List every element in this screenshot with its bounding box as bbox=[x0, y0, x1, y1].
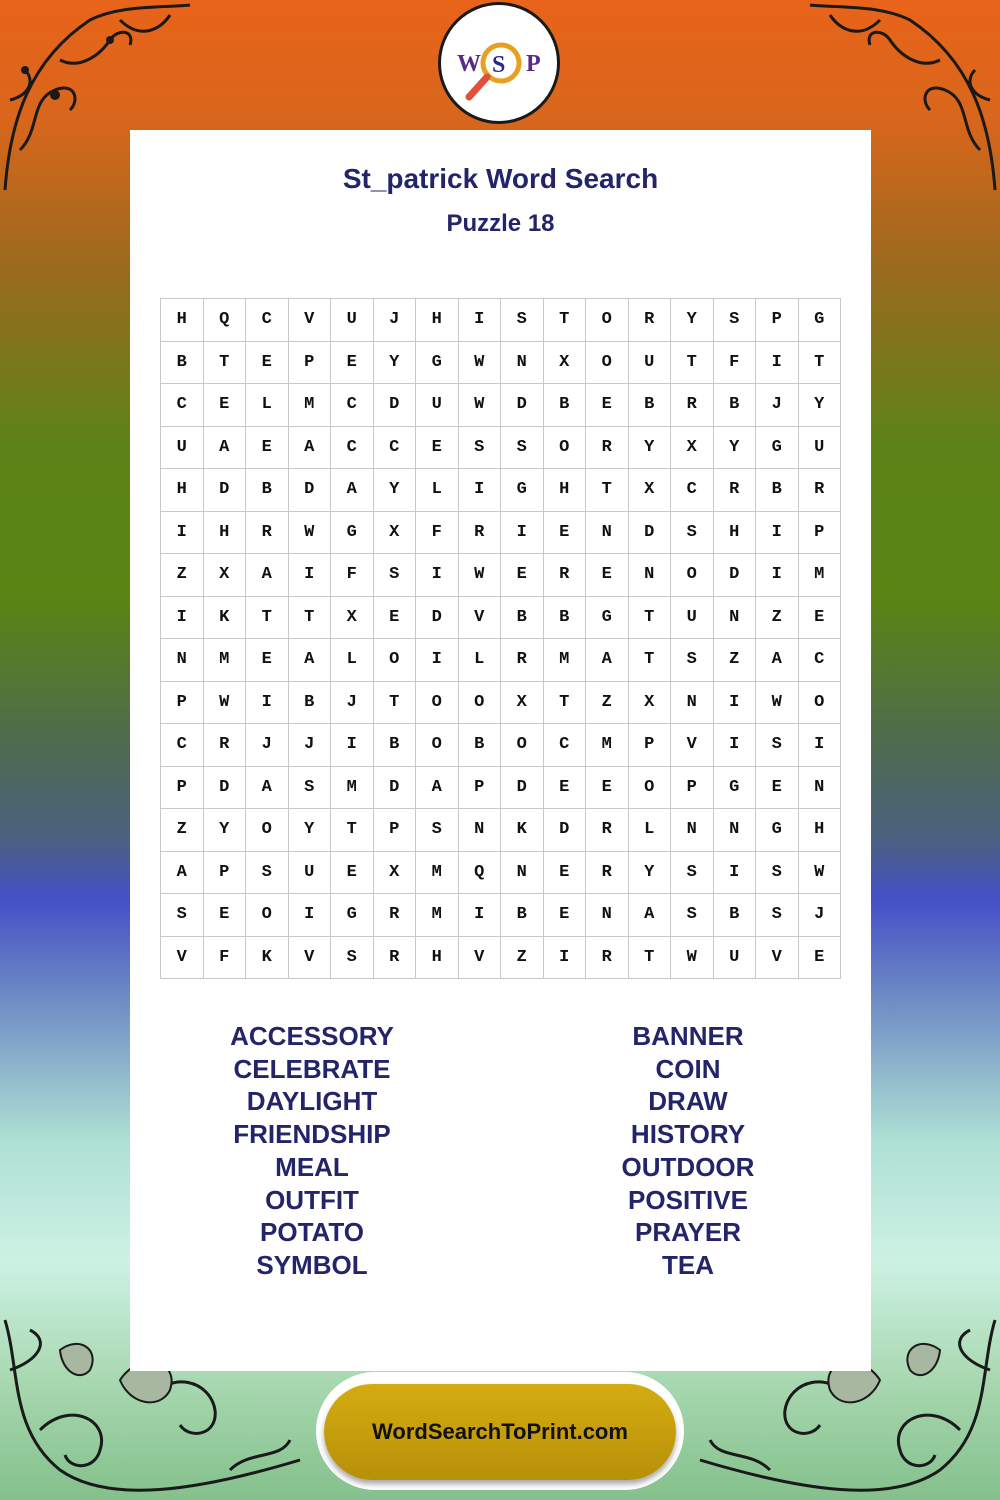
grid-cell[interactable]: S bbox=[374, 554, 417, 597]
grid-cell[interactable]: P bbox=[799, 512, 842, 555]
grid-cell[interactable]: G bbox=[331, 512, 374, 555]
grid-cell[interactable]: Q bbox=[204, 299, 247, 342]
grid-cell[interactable]: R bbox=[586, 427, 629, 470]
grid-cell[interactable]: I bbox=[756, 554, 799, 597]
word-list-item: SYMBOL bbox=[256, 1249, 368, 1280]
grid-cell[interactable]: Y bbox=[629, 852, 672, 895]
grid-cell[interactable]: T bbox=[629, 937, 672, 980]
grid-cell[interactable]: Z bbox=[714, 639, 757, 682]
grid-cell[interactable]: R bbox=[501, 639, 544, 682]
site-logo[interactable] bbox=[438, 2, 560, 124]
grid-cell[interactable]: I bbox=[544, 937, 587, 980]
grid-cell[interactable]: E bbox=[501, 554, 544, 597]
grid-cell[interactable]: C bbox=[331, 384, 374, 427]
grid-cell[interactable]: I bbox=[161, 597, 204, 640]
grid-cell[interactable]: R bbox=[459, 512, 502, 555]
grid-cell[interactable]: B bbox=[544, 597, 587, 640]
grid-cell[interactable]: B bbox=[544, 384, 587, 427]
word-list-item: COIN bbox=[655, 1053, 721, 1084]
grid-cell[interactable]: E bbox=[799, 937, 842, 980]
grid-cell[interactable]: J bbox=[331, 682, 374, 725]
grid-cell[interactable]: O bbox=[586, 299, 629, 342]
grid-cell[interactable]: J bbox=[799, 894, 842, 937]
grid-cell[interactable]: W bbox=[756, 682, 799, 725]
grid-cell[interactable]: I bbox=[714, 852, 757, 895]
grid-cell[interactable]: H bbox=[416, 299, 459, 342]
grid-cell[interactable]: D bbox=[501, 767, 544, 810]
grid-cell[interactable]: N bbox=[586, 512, 629, 555]
grid-cell[interactable]: X bbox=[374, 512, 417, 555]
grid-cell[interactable]: E bbox=[586, 554, 629, 597]
grid-cell[interactable]: M bbox=[289, 384, 332, 427]
grid-cell[interactable]: H bbox=[161, 299, 204, 342]
grid-cell[interactable]: C bbox=[161, 724, 204, 767]
word-list-item: ACCESSORY bbox=[230, 1021, 394, 1051]
word-list-item: MEAL bbox=[275, 1151, 349, 1182]
grid-cell[interactable]: B bbox=[501, 894, 544, 937]
grid-cell[interactable]: Z bbox=[501, 937, 544, 980]
grid-cell[interactable]: M bbox=[544, 639, 587, 682]
page-title: St_patrick Word Search bbox=[342, 163, 659, 194]
grid-cell[interactable]: R bbox=[671, 384, 714, 427]
grid-cell[interactable]: U bbox=[161, 427, 204, 470]
grid-cell[interactable]: F bbox=[331, 554, 374, 597]
grid-cell[interactable]: S bbox=[714, 299, 757, 342]
grid-cell[interactable]: V bbox=[756, 937, 799, 980]
grid-cell[interactable]: C bbox=[246, 299, 289, 342]
website-link-button[interactable]: WordSearchToPrint.com bbox=[324, 1384, 676, 1480]
grid-cell[interactable]: Y bbox=[799, 384, 842, 427]
grid-cell[interactable]: P bbox=[289, 342, 332, 385]
grid-cell[interactable]: D bbox=[374, 384, 417, 427]
grid-cell[interactable]: T bbox=[799, 342, 842, 385]
grid-cell[interactable]: G bbox=[756, 809, 799, 852]
grid-cell[interactable]: H bbox=[161, 469, 204, 512]
grid-cell[interactable]: B bbox=[161, 342, 204, 385]
grid-cell[interactable]: A bbox=[331, 469, 374, 512]
grid-cell[interactable]: N bbox=[714, 597, 757, 640]
grid-cell[interactable]: R bbox=[586, 852, 629, 895]
grid-cell[interactable]: Y bbox=[374, 342, 417, 385]
grid-cell[interactable]: B bbox=[714, 384, 757, 427]
grid-cell[interactable]: W bbox=[459, 384, 502, 427]
grid-cell[interactable]: S bbox=[416, 809, 459, 852]
grid-cell[interactable]: A bbox=[289, 639, 332, 682]
grid-cell[interactable]: U bbox=[799, 427, 842, 470]
grid-cell[interactable]: R bbox=[629, 299, 672, 342]
grid-cell[interactable]: I bbox=[416, 639, 459, 682]
word-list-item: BANNER bbox=[632, 1021, 744, 1051]
grid-cell[interactable]: V bbox=[459, 937, 502, 980]
grid-cell[interactable]: E bbox=[586, 384, 629, 427]
grid-cell[interactable]: Y bbox=[714, 427, 757, 470]
grid-cell[interactable]: E bbox=[544, 852, 587, 895]
grid-cell[interactable]: E bbox=[416, 427, 459, 470]
grid-cell[interactable]: A bbox=[586, 639, 629, 682]
grid-cell[interactable]: I bbox=[416, 554, 459, 597]
grid-cell[interactable]: H bbox=[544, 469, 587, 512]
grid-cell[interactable]: D bbox=[629, 512, 672, 555]
word-list-item: TEA bbox=[662, 1249, 714, 1280]
logo-letter-s: S bbox=[492, 52, 506, 78]
grid-cell[interactable]: F bbox=[714, 342, 757, 385]
grid-cell[interactable]: E bbox=[204, 384, 247, 427]
grid-cell[interactable]: V bbox=[459, 597, 502, 640]
grid-cell[interactable]: Y bbox=[671, 299, 714, 342]
grid-cell[interactable]: P bbox=[629, 724, 672, 767]
grid-cell[interactable]: N bbox=[799, 767, 842, 810]
grid-cell[interactable]: V bbox=[289, 299, 332, 342]
grid-cell[interactable]: T bbox=[671, 342, 714, 385]
word-list-item: DAYLIGHT bbox=[246, 1086, 378, 1117]
grid-cell[interactable]: D bbox=[501, 384, 544, 427]
grid-cell[interactable]: N bbox=[501, 852, 544, 895]
grid-cell[interactable]: N bbox=[629, 554, 672, 597]
grid-cell[interactable]: S bbox=[671, 852, 714, 895]
grid-cell[interactable]: G bbox=[756, 427, 799, 470]
grid-cell[interactable]: B bbox=[246, 469, 289, 512]
grid-cell[interactable]: U bbox=[416, 384, 459, 427]
grid-cell[interactable]: G bbox=[501, 469, 544, 512]
grid-cell[interactable]: S bbox=[289, 767, 332, 810]
grid-cell[interactable]: P bbox=[204, 852, 247, 895]
grid-cell[interactable]: S bbox=[671, 894, 714, 937]
grid-cell[interactable]: I bbox=[289, 894, 332, 937]
grid-cell[interactable]: O bbox=[671, 554, 714, 597]
grid-cell[interactable]: W bbox=[459, 342, 502, 385]
grid-cell[interactable]: I bbox=[459, 299, 502, 342]
grid-cell[interactable]: M bbox=[204, 639, 247, 682]
word-list-item: DRAW bbox=[648, 1086, 728, 1117]
grid-cell[interactable]: U bbox=[331, 299, 374, 342]
grid-cell[interactable]: E bbox=[246, 342, 289, 385]
grid-cell[interactable]: U bbox=[289, 852, 332, 895]
word-list-right bbox=[588, 1020, 788, 1282]
grid-cell[interactable]: N bbox=[714, 809, 757, 852]
grid-cell[interactable]: J bbox=[756, 384, 799, 427]
grid-cell[interactable]: X bbox=[501, 682, 544, 725]
grid-cell[interactable]: S bbox=[756, 894, 799, 937]
word-list-item: PRAYER bbox=[635, 1217, 741, 1248]
puzzle-number: Puzzle 18 bbox=[446, 210, 555, 237]
grid-cell[interactable]: Q bbox=[459, 852, 502, 895]
word-list-left bbox=[212, 1020, 412, 1282]
grid-cell[interactable]: I bbox=[161, 512, 204, 555]
grid-cell[interactable]: B bbox=[714, 894, 757, 937]
grid-cell[interactable]: X bbox=[331, 597, 374, 640]
grid-cell[interactable]: X bbox=[629, 469, 672, 512]
word-list-item: POTATO bbox=[260, 1217, 364, 1248]
grid-cell[interactable]: O bbox=[416, 724, 459, 767]
grid-cell[interactable]: E bbox=[544, 767, 587, 810]
grid-cell[interactable]: R bbox=[374, 894, 417, 937]
magnifier-icon bbox=[441, 5, 557, 121]
grid-cell[interactable]: F bbox=[204, 937, 247, 980]
grid-cell[interactable]: R bbox=[374, 937, 417, 980]
grid-cell[interactable]: S bbox=[501, 427, 544, 470]
grid-cell[interactable]: X bbox=[629, 682, 672, 725]
grid-cell[interactable]: V bbox=[671, 724, 714, 767]
grid-cell[interactable]: K bbox=[501, 809, 544, 852]
word-list-item: POSITIVE bbox=[628, 1184, 748, 1215]
grid-cell[interactable]: E bbox=[204, 894, 247, 937]
grid-cell[interactable]: V bbox=[161, 937, 204, 980]
grid-cell[interactable]: P bbox=[671, 767, 714, 810]
logo-letter-p: P bbox=[526, 51, 541, 77]
grid-cell[interactable]: S bbox=[161, 894, 204, 937]
grid-cell[interactable]: T bbox=[246, 597, 289, 640]
grid-cell[interactable]: G bbox=[416, 342, 459, 385]
grid-cell[interactable]: B bbox=[756, 469, 799, 512]
grid-cell[interactable]: B bbox=[459, 724, 502, 767]
grid-cell[interactable]: E bbox=[374, 597, 417, 640]
grid-cell[interactable]: W bbox=[799, 852, 842, 895]
grid-cell[interactable]: Z bbox=[586, 682, 629, 725]
grid-cell[interactable]: X bbox=[544, 342, 587, 385]
grid-cell[interactable]: L bbox=[246, 384, 289, 427]
grid-cell[interactable]: D bbox=[416, 597, 459, 640]
grid-cell[interactable]: D bbox=[714, 554, 757, 597]
grid-cell[interactable]: A bbox=[416, 767, 459, 810]
grid-cell[interactable]: D bbox=[374, 767, 417, 810]
grid-cell[interactable]: T bbox=[289, 597, 332, 640]
grid-cell[interactable]: S bbox=[756, 852, 799, 895]
grid-cell[interactable]: E bbox=[586, 767, 629, 810]
grid-cell[interactable]: A bbox=[629, 894, 672, 937]
grid-cell[interactable]: V bbox=[289, 937, 332, 980]
grid-cell[interactable]: M bbox=[331, 767, 374, 810]
grid-cell[interactable]: E bbox=[544, 512, 587, 555]
grid-cell[interactable]: S bbox=[246, 852, 289, 895]
grid-cell[interactable]: S bbox=[756, 724, 799, 767]
grid-cell[interactable]: S bbox=[331, 937, 374, 980]
word-list-item: HISTORY bbox=[630, 1119, 746, 1150]
grid-cell[interactable]: B bbox=[501, 597, 544, 640]
grid-cell[interactable]: J bbox=[289, 724, 332, 767]
grid-cell[interactable]: L bbox=[416, 469, 459, 512]
grid-cell[interactable]: C bbox=[544, 724, 587, 767]
grid-cell[interactable]: R bbox=[586, 937, 629, 980]
grid-cell[interactable]: N bbox=[671, 809, 714, 852]
grid-cell[interactable]: T bbox=[331, 809, 374, 852]
grid-cell[interactable]: S bbox=[671, 512, 714, 555]
grid-cell[interactable]: M bbox=[416, 894, 459, 937]
grid-cell[interactable]: E bbox=[799, 597, 842, 640]
grid-cell[interactable]: C bbox=[331, 427, 374, 470]
grid-cell[interactable]: R bbox=[204, 724, 247, 767]
grid-cell[interactable]: S bbox=[671, 639, 714, 682]
grid-cell[interactable]: Y bbox=[204, 809, 247, 852]
logo-letter-w: W bbox=[457, 51, 481, 77]
grid-cell[interactable]: H bbox=[416, 937, 459, 980]
grid-cell[interactable]: P bbox=[161, 767, 204, 810]
grid-cell[interactable]: P bbox=[459, 767, 502, 810]
grid-cell[interactable]: I bbox=[714, 724, 757, 767]
grid-cell[interactable]: U bbox=[714, 937, 757, 980]
grid-cell[interactable]: M bbox=[586, 724, 629, 767]
grid-cell[interactable]: O bbox=[416, 682, 459, 725]
grid-cell[interactable]: H bbox=[204, 512, 247, 555]
grid-cell[interactable]: T bbox=[586, 469, 629, 512]
grid-cell[interactable]: N bbox=[161, 639, 204, 682]
grid-cell[interactable]: Z bbox=[161, 809, 204, 852]
grid-cell[interactable]: G bbox=[331, 894, 374, 937]
grid-cell[interactable]: U bbox=[671, 597, 714, 640]
grid-cell[interactable]: Y bbox=[629, 427, 672, 470]
grid-cell[interactable]: M bbox=[416, 852, 459, 895]
grid-cell[interactable]: T bbox=[544, 682, 587, 725]
grid-cell[interactable]: I bbox=[501, 512, 544, 555]
grid-cell[interactable]: O bbox=[799, 682, 842, 725]
word-list-item: OUTDOOR bbox=[621, 1151, 755, 1182]
grid-cell[interactable]: I bbox=[714, 682, 757, 725]
grid-cell[interactable]: W bbox=[671, 937, 714, 980]
grid-cell[interactable]: E bbox=[544, 894, 587, 937]
grid-cell[interactable]: D bbox=[289, 469, 332, 512]
grid-cell[interactable]: D bbox=[204, 767, 247, 810]
grid-cell[interactable]: R bbox=[799, 469, 842, 512]
grid-cell[interactable]: L bbox=[459, 639, 502, 682]
grid-cell[interactable]: C bbox=[161, 384, 204, 427]
grid-cell[interactable]: W bbox=[204, 682, 247, 725]
grid-cell[interactable]: Z bbox=[161, 554, 204, 597]
word-list-item: FRIENDSHIP bbox=[233, 1119, 391, 1150]
grid-cell[interactable]: W bbox=[459, 554, 502, 597]
grid-cell[interactable]: A bbox=[204, 427, 247, 470]
grid-cell[interactable]: I bbox=[459, 469, 502, 512]
grid-cell[interactable]: X bbox=[374, 852, 417, 895]
grid-cell[interactable]: A bbox=[289, 427, 332, 470]
word-list-item: CELEBRATE bbox=[233, 1053, 391, 1084]
grid-cell[interactable]: A bbox=[161, 852, 204, 895]
grid-cell[interactable]: M bbox=[799, 554, 842, 597]
grid-cell[interactable]: I bbox=[799, 724, 842, 767]
grid-cell[interactable]: Y bbox=[374, 469, 417, 512]
grid-cell[interactable]: B bbox=[629, 384, 672, 427]
grid-cell[interactable]: E bbox=[756, 767, 799, 810]
grid-cell[interactable]: J bbox=[374, 299, 417, 342]
grid-cell[interactable]: T bbox=[204, 342, 247, 385]
grid-cell[interactable]: I bbox=[246, 682, 289, 725]
grid-cell[interactable]: H bbox=[799, 809, 842, 852]
grid-cell[interactable]: O bbox=[544, 427, 587, 470]
grid-cell[interactable]: U bbox=[629, 342, 672, 385]
grid-cell[interactable]: O bbox=[459, 682, 502, 725]
grid-cell[interactable]: I bbox=[331, 724, 374, 767]
grid-cell[interactable]: L bbox=[629, 809, 672, 852]
grid-cell[interactable]: X bbox=[671, 427, 714, 470]
grid-cell[interactable]: E bbox=[246, 639, 289, 682]
grid-cell[interactable]: A bbox=[246, 767, 289, 810]
grid-cell[interactable]: P bbox=[374, 809, 417, 852]
grid-cell[interactable]: E bbox=[246, 427, 289, 470]
grid-cell[interactable]: Y bbox=[289, 809, 332, 852]
grid-cell[interactable]: H bbox=[714, 512, 757, 555]
grid-cell[interactable]: R bbox=[586, 809, 629, 852]
grid-cell[interactable]: O bbox=[501, 724, 544, 767]
grid-cell[interactable]: O bbox=[629, 767, 672, 810]
grid-cell[interactable]: W bbox=[289, 512, 332, 555]
grid-cell[interactable]: N bbox=[586, 894, 629, 937]
grid-cell[interactable]: B bbox=[289, 682, 332, 725]
grid-cell[interactable]: O bbox=[246, 894, 289, 937]
grid-cell[interactable]: I bbox=[459, 894, 502, 937]
grid-cell[interactable]: Z bbox=[756, 597, 799, 640]
grid-cell[interactable]: G bbox=[799, 299, 842, 342]
grid-cell[interactable]: F bbox=[416, 512, 459, 555]
grid-cell[interactable]: C bbox=[671, 469, 714, 512]
grid-cell[interactable]: R bbox=[714, 469, 757, 512]
grid-cell[interactable]: R bbox=[246, 512, 289, 555]
grid-cell[interactable]: K bbox=[246, 937, 289, 980]
grid-cell[interactable]: O bbox=[586, 342, 629, 385]
grid-cell[interactable]: A bbox=[756, 639, 799, 682]
grid-cell[interactable]: S bbox=[459, 427, 502, 470]
letter-grid bbox=[160, 298, 841, 979]
grid-cell[interactable]: O bbox=[374, 639, 417, 682]
grid-cell[interactable]: I bbox=[756, 512, 799, 555]
grid-cell[interactable]: T bbox=[629, 639, 672, 682]
grid-cell[interactable]: E bbox=[331, 342, 374, 385]
grid-cell[interactable]: R bbox=[544, 554, 587, 597]
grid-cell[interactable]: N bbox=[671, 682, 714, 725]
grid-cell[interactable]: K bbox=[204, 597, 247, 640]
grid-cell[interactable]: B bbox=[374, 724, 417, 767]
grid-cell[interactable]: A bbox=[246, 554, 289, 597]
grid-cell[interactable]: L bbox=[331, 639, 374, 682]
grid-cell[interactable]: T bbox=[629, 597, 672, 640]
grid-cell[interactable]: D bbox=[544, 809, 587, 852]
grid-cell[interactable]: G bbox=[714, 767, 757, 810]
grid-cell[interactable]: I bbox=[289, 554, 332, 597]
word-list-item: OUTFIT bbox=[265, 1184, 359, 1215]
grid-cell[interactable]: G bbox=[586, 597, 629, 640]
grid-cell[interactable]: O bbox=[246, 809, 289, 852]
grid-cell[interactable]: J bbox=[246, 724, 289, 767]
grid-cell[interactable]: T bbox=[544, 299, 587, 342]
grid-cell[interactable]: S bbox=[501, 299, 544, 342]
grid-cell[interactable]: P bbox=[756, 299, 799, 342]
grid-cell[interactable]: T bbox=[374, 682, 417, 725]
grid-cell[interactable]: P bbox=[161, 682, 204, 725]
grid-cell[interactable]: N bbox=[459, 809, 502, 852]
grid-cell[interactable]: E bbox=[331, 852, 374, 895]
grid-cell[interactable]: N bbox=[501, 342, 544, 385]
grid-cell[interactable]: C bbox=[799, 639, 842, 682]
grid-cell[interactable]: C bbox=[374, 427, 417, 470]
grid-cell[interactable]: I bbox=[756, 342, 799, 385]
grid-cell[interactable]: D bbox=[204, 469, 247, 512]
grid-cell[interactable]: X bbox=[204, 554, 247, 597]
